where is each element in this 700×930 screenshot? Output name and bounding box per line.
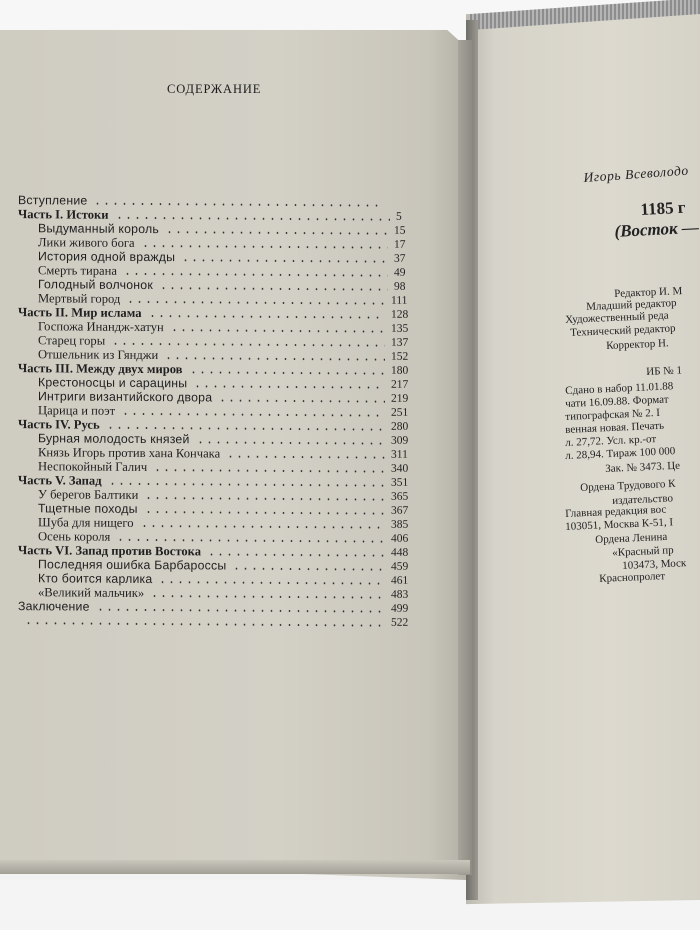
toc-entry-page: 128 [391,308,409,321]
toc-entry-title: Выдуманный король [38,221,159,237]
imprint-line: Главная редакция вос [565,503,667,520]
toc-entry-page: 351 [391,476,409,489]
toc-entry-title: Заключение [18,599,90,614]
toc-entry-page: 280 [391,420,409,433]
toc-entry-title: Старец горы [38,333,106,348]
toc-entry-page: 180 [391,364,409,377]
toc-entry-page: 499 [391,602,409,615]
toc-entry-title: Часть II. Мир ислама [18,305,142,320]
toc-entry-title: История одной вражды [38,249,176,265]
toc-entry-title: Лики живого бога [38,235,135,250]
toc-entry-title: Царица и поэт [38,403,116,418]
imprint-line: Корректор Н. [606,337,669,352]
toc-entry-page: 340 [391,462,409,475]
imprint-line: издательство [612,492,674,507]
toc-entry-page: 15 [394,224,406,237]
toc-entry-title: Тщетные походы [38,501,138,516]
toc-entry-title: «Великий мальчик» [38,585,145,601]
imprint-author: Игорь Всеволодо [583,162,690,185]
imprint-line: ИБ № 1 [646,364,683,378]
toc-entry-title: Голодный волчонок [38,277,153,293]
toc-entry-title: Неспокойный Галич [38,459,148,475]
toc-entry-title: Крестоносцы и сарацины [38,375,188,391]
toc-entry-page: 49 [394,266,406,279]
imprint-line: Сдано в набор 11.01.88 [565,380,674,397]
toc-entry-page: 98 [394,280,406,293]
toc-entry-page: 111 [391,294,408,307]
toc-entry-page: 365 [391,490,409,503]
toc-entry-title: Шуба для нищего [38,515,134,530]
toc-entry-page: 522 [391,616,409,629]
toc-entry-title: Осень короля [38,529,111,544]
toc-entry-page: 406 [391,532,409,545]
toc-entry-title: Часть V. Запад [18,473,102,488]
toc-entry-title: Мертвый город [38,291,121,306]
imprint-line: Ордена Ленина [595,530,668,546]
toc-entry-title: Бурная молодость князей [38,431,190,447]
toc-entry-title: Вступление [18,193,88,208]
toc-entry-title: Князь Игорь против хана Кончака [38,445,221,461]
toc-entry-page: 219 [391,392,409,405]
toc-entry-page: 217 [391,378,409,391]
imprint-number: 1185 г [640,197,686,219]
toc-entry-page: 5 [396,210,402,223]
toc-entry-page: 459 [391,560,409,573]
toc-entry-page: 135 [391,322,409,335]
toc-entry-title: Интриги византийского двора [38,389,213,405]
toc-entry-title: Последняя ошибка Барбароссы [38,557,227,573]
toc-entry-page: 483 [391,588,409,601]
imprint-line: Редактор И. М [614,285,683,300]
toc-entry-page: 385 [391,518,409,531]
toc-entry-title: У берегов Балтики [38,487,139,502]
toc-entry-title: Госпожа Инандж-хатун [38,319,164,335]
toc-entry-page: 17 [394,238,406,251]
toc-entry-page: 137 [391,336,409,349]
imprint-line: Ордена Трудового К [580,477,676,494]
toc-entry-title: Часть VI. Запад против Востока [18,543,202,559]
toc-entry-page: 309 [391,434,409,447]
toc-entry-title: Часть IV. Русь [18,417,100,432]
imprint-line: л. 28,94. Тираж 100 000 [565,445,676,462]
imprint-line: Художественный реда [565,309,669,326]
toc-entry-page: 367 [391,504,409,517]
imprint-line: Технический редактор [570,322,676,339]
toc-entry-title: Смерть тирана [38,263,117,278]
imprint-line: Зак. № 3473. Це [605,459,681,475]
toc-entry-page: 448 [391,546,409,559]
toc-entry-title: Кто боится карлика [38,571,153,587]
toc-entry-title: Часть III. Между двух миров [18,361,183,377]
toc-entry-page: 461 [391,574,409,587]
imprint-line: л. 27,72. Усл. кр.-от [565,433,657,449]
toc-entry-page: 152 [391,350,409,363]
imprint-line: венная новая. Печать [565,419,665,436]
imprint-line: Краснопролет [599,570,666,585]
toc-entry-title: Отшельник из Гянджи [38,347,159,363]
imprint-line: типографская № 2. I [565,406,661,423]
toc-entry-title: Часть I. Истоки [18,207,109,222]
imprint-series: (Восток — [614,217,700,241]
toc-heading: СОДЕРЖАНИЕ [167,82,262,96]
toc-entry-page: 251 [391,406,409,419]
imprint-line: 103051, Москва К-51, I [565,516,674,533]
imprint-line: чати 16.09.88. Формат [565,393,669,410]
toc-entry-page: 311 [391,448,408,461]
imprint-line: «Красный пр [612,544,674,559]
imprint-line: 103473, Моск [622,557,687,572]
imprint-line: Младший редактор [586,297,677,313]
toc-entry-page: 37 [394,252,406,265]
